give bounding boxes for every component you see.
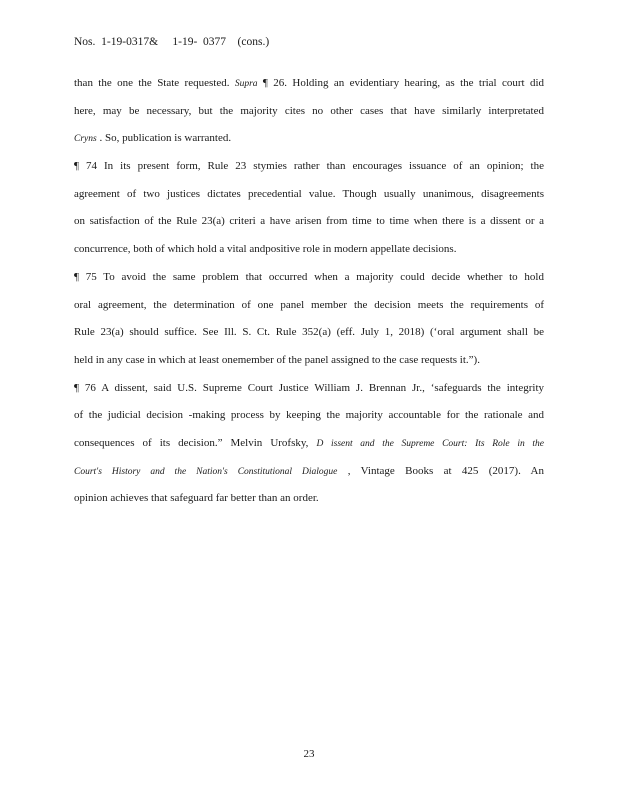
text-run: agreement of two justices dictates precedential value. Though usually unanimous, disagreements	[74, 187, 544, 200]
text-line	[74, 347, 544, 375]
text-line	[74, 236, 544, 264]
text-run: here, may be necessary, but the majority cites no other cases that have similarly interpretated	[74, 104, 544, 117]
text-line	[74, 153, 544, 181]
text-line	[74, 70, 544, 98]
text-line	[74, 264, 544, 292]
text-line	[74, 319, 544, 347]
text-run: ¶ 75 To avoid the same problem that occurred when a majority could decide whether to hold	[74, 270, 544, 283]
page-number: 23	[303, 748, 315, 760]
docket-header: Nos. 1-19-0317& 1-19- 0377 (cons.)	[74, 36, 270, 48]
text-run: . So, publication is warranted.	[96, 132, 232, 145]
text-run: of the judicial decision -making process by keeping the majority accountable for the rationale and	[74, 409, 544, 422]
italic-citation: Supra	[234, 79, 258, 89]
italic-citation: Cryns	[74, 134, 97, 145]
text-run: held in any case in which at least onemember of the panel assigned to the case requests it.”).	[74, 353, 480, 366]
text-run: oral agreement, the determination of one panel member the decision meets the requirements of	[74, 298, 544, 311]
text-run: ¶ 76 A dissent, said U.S. Supreme Court Justice William J. Brennan Jr., ‘safeguards the integrity	[74, 381, 544, 394]
body-text	[74, 70, 544, 513]
text-line	[74, 181, 544, 209]
text-line	[74, 375, 544, 403]
text-run: than the one the State requested.	[74, 77, 235, 89]
text-line	[74, 430, 544, 458]
text-line	[74, 208, 544, 236]
text-run: ¶ 74 In its present form, Rule 23 stymies rather than encourages issuance of an opinion; the	[74, 160, 544, 173]
text-run: Rule 23(a) should suffice. See Ill. S. Ct. Rule 352(a) (eff. July 1, 2018) (‘oral argument shall be	[74, 326, 544, 339]
text-run: , Vintage Books at 425 (2017). An	[337, 464, 545, 477]
text-line	[74, 485, 544, 513]
text-run: concurrence, both of which hold a vital andpositive role in modern appellate decisions.	[74, 243, 457, 256]
text-line	[74, 98, 544, 126]
text-line	[74, 458, 544, 486]
italic-citation: D issent and the Supreme Court: Its Role in the	[316, 438, 544, 449]
text-line	[74, 402, 544, 430]
text-run: consequences of its decision.” Melvin Urofsky,	[74, 436, 317, 449]
text-run: ¶ 26. Holding an evidentiary hearing, as the trial court did	[257, 77, 545, 89]
text-run: on satisfaction of the Rule 23(a) criteri a have arisen from time to time when there is a dissent or a	[74, 215, 544, 228]
text-run: opinion achieves that safeguard far better than an order.	[74, 492, 319, 505]
text-line	[74, 292, 544, 320]
italic-citation: Court's History and the Nation's Constitutional Dialogue	[74, 466, 338, 477]
text-line	[74, 125, 544, 153]
